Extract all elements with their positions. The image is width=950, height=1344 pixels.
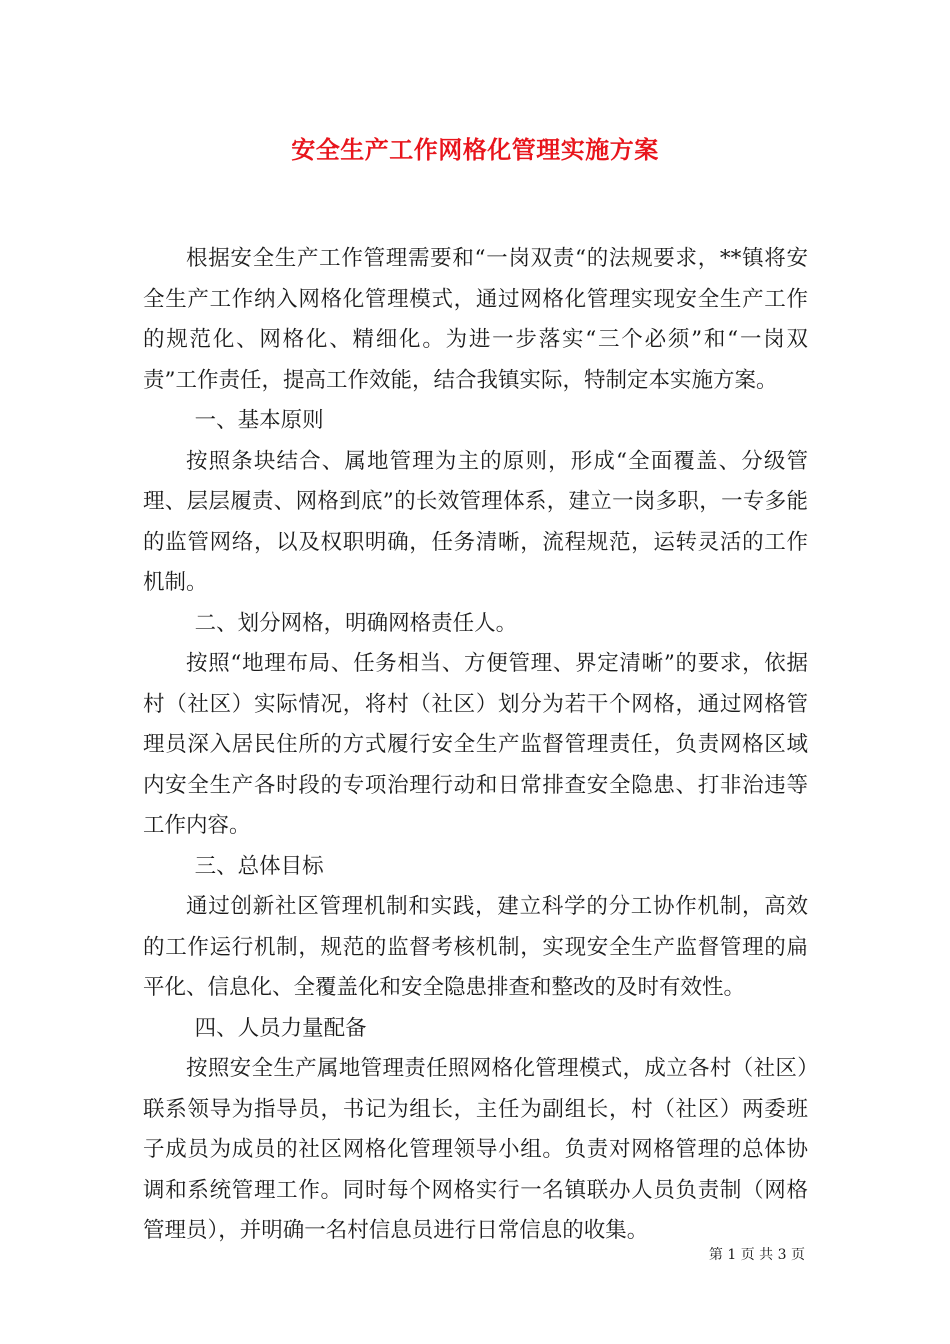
principles-paragraph: 按照条块结合、属地管理为主的原则，形成“全面覆盖、分级管理、层层履责、网格到底”的长效管理体系，建立一岗多职，一专多能的监管网络，以及权职明确，任务清晰，流程规范，运转灵活的工作机制。 (143, 448, 808, 595)
section-heading-grid: 二、划分网格，明确网格责任人。 (194, 610, 518, 636)
grid-paragraph: 按照“地理布局、任务相当、方便管理、界定清晰”的要求，依据村（社区）实际情况，将村（社区）划分为若干个网格，通过网格管理员深入居民住所的方式履行安全生产监督管理责任，负责网格区域内安全生产各时段的专项治理行动和日常排查安全隐患、打非治违等工作内容。 (143, 651, 808, 838)
document-title: 安全生产工作网格化管理实施方案 (291, 135, 659, 164)
section-heading-goals: 三、总体目标 (194, 853, 324, 879)
goals-paragraph: 通过创新社区管理机制和实践，建立科学的分工协作机制，高效的工作运行机制，规范的监督考核机制，实现安全生产监督管理的扁平化、信息化、全覆盖化和安全隐患排查和整改的及时有效性。 (143, 894, 808, 1000)
staffing-paragraph: 按照安全生产属地管理责任照网格化管理模式，成立各村（社区）联系领导为指导员，书记为组长，主任为副组长，村（社区）两委班子成员为成员的社区网格化管理领导小组。负责对网格管理的总体协调和系统管理工作。同时每个网格实行一名镇联办人员负责制（网格管理员），并明确一名村信息员进行日常信息的收集。 (143, 1056, 808, 1243)
section-heading-staffing: 四、人员力量配备 (194, 1015, 367, 1041)
section-heading-principles: 一、基本原则 (194, 408, 324, 433)
page-number: 第 1 页 共 3 页 (708, 1247, 805, 1263)
document-body (143, 239, 808, 1252)
intro-paragraph: 根据安全生产工作管理需要和“一岗双责“的法规要求，**镇将安全生产工作纳入网格化管理模式，通过网格化管理实现安全生产工作的规范化、网格化、精细化。为进一步落实“三个必须”和“一岗双责”工作责任，提高工作效能，结合我镇实际，特制定本实施方案。 (143, 246, 808, 393)
